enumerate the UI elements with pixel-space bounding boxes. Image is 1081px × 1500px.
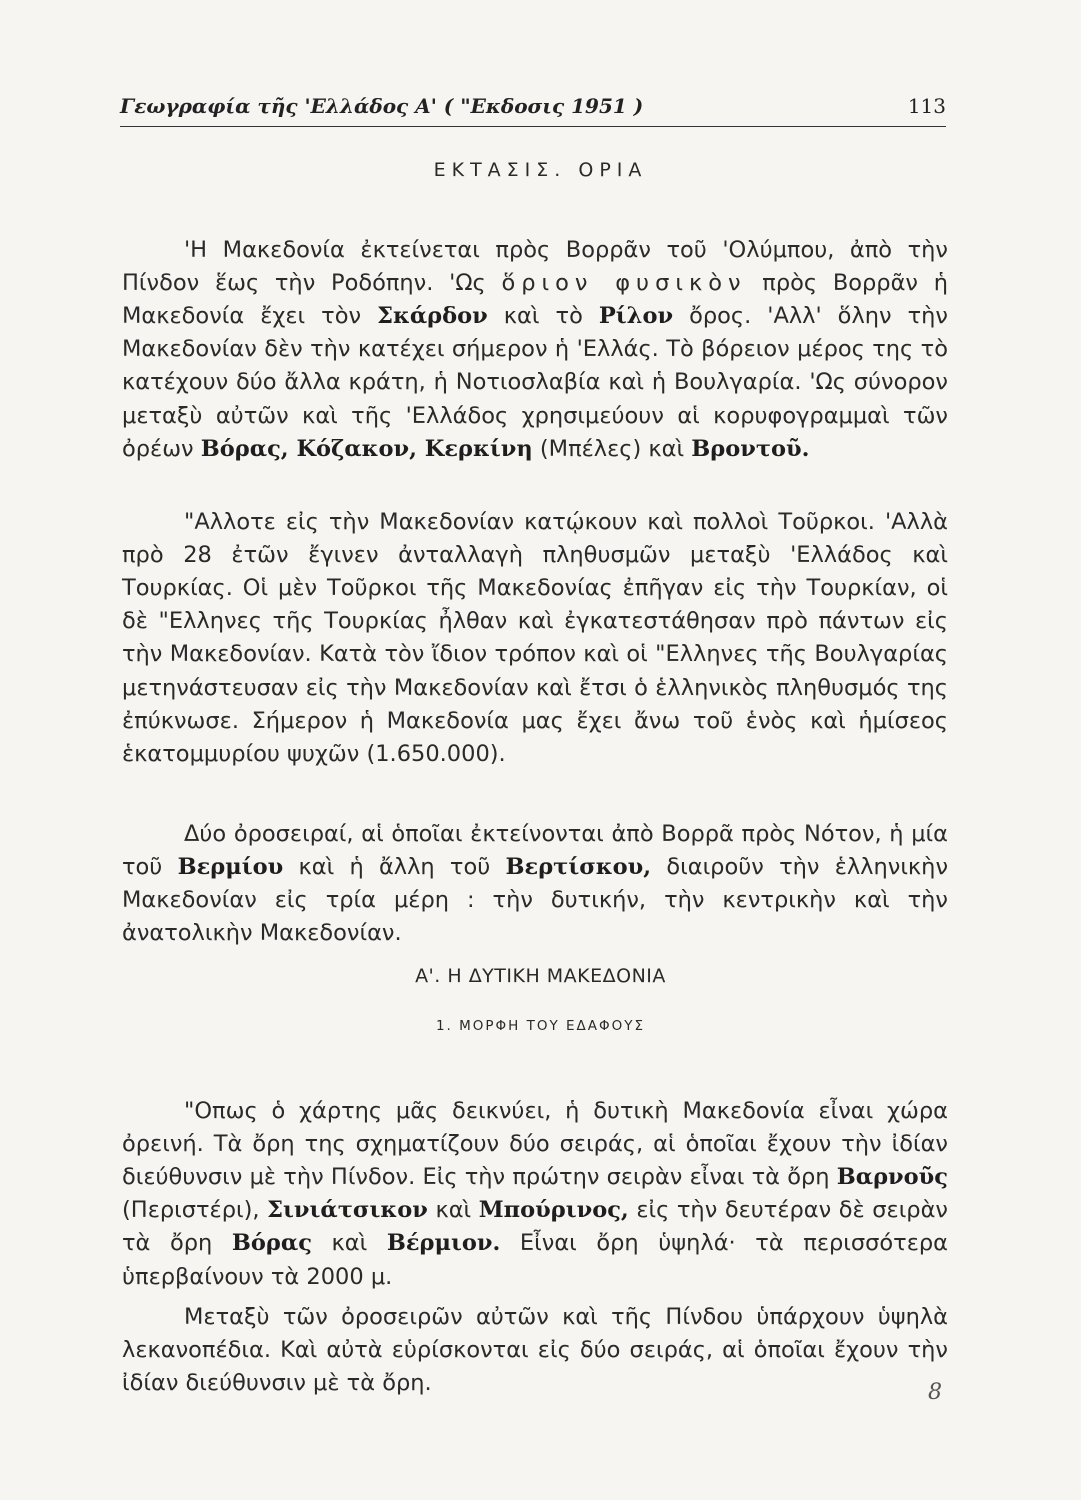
place-name: Βόρας <box>231 1230 312 1257</box>
paragraph-extent-borders: 'Η Μακεδονία ἐκτείνεται πρὸς Βορρᾶν τοῦ 'Ολύμπου, ἀπὸ τὴν Πίνδον ἕως τὴν Ροδόπην. 'Ως ὅριον φυσικὸν πρὸς Βορρᾶν ἡ Μακεδονία ἔχει τὸν Σκάρδον καὶ τὸ Ρίλον ὄρος. 'Αλλ' ὅλην τὴν Μακεδονίαν δὲν τὴν κατέχει σήμερον ἡ 'Ελλάς. Τὸ βόρειον μέρος της τὸ κατέχουν δύο ἄλλα κράτη, ἡ Νοτιοσλαβία καὶ ἡ Βουλγαρία. 'Ως σύνορον μεταξὺ αὐτῶν καὶ τῆς 'Ελλάδος χρησιμεύουν αἱ κορυφογραμμαὶ τῶν ὀρέων Βόρας, Κόζακον, Κερκίνη (Μπέλες) καὶ Βροντοῦ. <box>122 236 948 462</box>
section-title: ΕΚΤΑΣΙΣ. ΟΡΙΑ <box>433 159 648 181</box>
place-name: Ρίλον <box>598 302 674 329</box>
place-name: Βερμίου <box>177 853 284 880</box>
book-title: Γεωγραφία τῆς 'Ελλάδος Α' ( "Εκδοσις 1951 ) <box>120 94 644 118</box>
place-name: Βερτίσκου, <box>505 853 652 880</box>
place-name: Βροντοῦ. <box>691 435 810 462</box>
place-name: Βαρνοῦς <box>836 1163 948 1190</box>
paragraph-mountain-ranges: Δύο ὀροσειραί, αἱ ὁποῖαι ἐκτείνονται ἀπὸ Βορρᾶ πρὸς Νότον, ἡ μία τοῦ Βερμίου καὶ ἡ ἄλλη τοῦ Βερτίσκου, διαιροῦν τὴν ἑλληνικὴν Μακεδονίαν εἰς τρία μέρη : τὴν δυτικήν, τὴν κεντρικὴν καὶ τὴν ἀνατολικὴν Μακεδονίαν. <box>122 820 949 947</box>
place-name: Βόρας, Κόζακον, Κερκίνη <box>200 435 533 462</box>
place-name: Σκάρδον <box>377 302 488 329</box>
paragraph-relief: "Οπως ὁ χάρτης μᾶς δεικνύει, ἡ δυτικὴ Μακεδονία εἶναι χώρα ὀρεινή. Τὰ ὄρη της σχηματίζουν δύο σειράς, αἱ ὁποῖαι ἔχουν τὴν ἰδίαν διεύθυνσιν μὲ τὴν Πίνδον. Εἰς τὴν πρώτην σειρὰν εἶναι τὰ ὄρη Βαρνοῦς (Περιστέρι), Σινιάτσικον καὶ Μπούρινος, εἰς τὴν δευτέραν δὲ σειρὰν τὰ ὄρη Βόρας καὶ Βέρμιον. Εἶναι ὄρη ὑψηλά· τὰ περισσότερα ὑπερβαίνουν τὰ 2000 μ. <box>122 1097 948 1290</box>
section-a-title: Α'. Η ΔΥΤΙΚΗ ΜΑΚΕΔΟΝΙΑ <box>415 965 666 987</box>
spaced-emphasis: ὅριον φυσικὸν <box>501 269 747 296</box>
page-number: 113 <box>907 94 946 118</box>
signature-mark: 8 <box>928 1380 942 1405</box>
paragraph-basins: Μεταξὺ τῶν ὀροσειρῶν αὐτῶν καὶ τῆς Πίνδου ὑπάρχουν ὑψηλὰ λεκανοπέδια. Καὶ αὐτὰ εὑρίσκονται εἰς δύο σειράς, αἱ ὁποῖαι ἔχουν τὴν ἰδίαν διεύθυνσιν μὲ τὰ ὄρη. <box>122 1303 948 1396</box>
place-name: Μπούρινος, <box>478 1197 629 1224</box>
subsection-title: 1. ΜΟΡΦΗ ΤΟΥ ΕΔΑΦΟΥΣ <box>435 1018 646 1034</box>
place-name: Σινιάτσικον <box>267 1197 428 1224</box>
running-header <box>120 92 946 127</box>
paragraph-population: "Αλλοτε εἰς τὴν Μακεδονίαν κατῴκουν καὶ πολλοὶ Τοῦρκοι. 'Αλλὰ πρὸ 28 ἐτῶν ἔγινεν ἀνταλλαγὴ πληθυσμῶν μεταξὺ 'Ελλάδος καὶ Τουρκίας. Οἱ μὲν Τοῦρκοι τῆς Μακεδονίας ἐπῆγαν εἰς τὴν Τουρκίαν, οἱ δὲ "Ελληνες τῆς Τουρκίας ἦλθαν καὶ ἐγκατεστάθησαν πρὸ πάντων εἰς τὴν Μακεδονίαν. Κατὰ τὸν ἴδιον τρόπον καὶ οἱ "Ελληνες τῆς Βουλγαρίας μετηνάστευσαν εἰς τὴν Μακεδονίαν καὶ ἔτσι ὁ ἑλληνικὸς πληθυσμός της ἐπύκνωσε. Σήμερον ἡ Μακεδονία μας ἔχει ἄνω τοῦ ἑνὸς καὶ ἡμίσεος ἑκατομμυρίου ψυχῶν (1.650.000). <box>122 508 948 767</box>
place-name: Βέρμιον. <box>386 1230 501 1257</box>
